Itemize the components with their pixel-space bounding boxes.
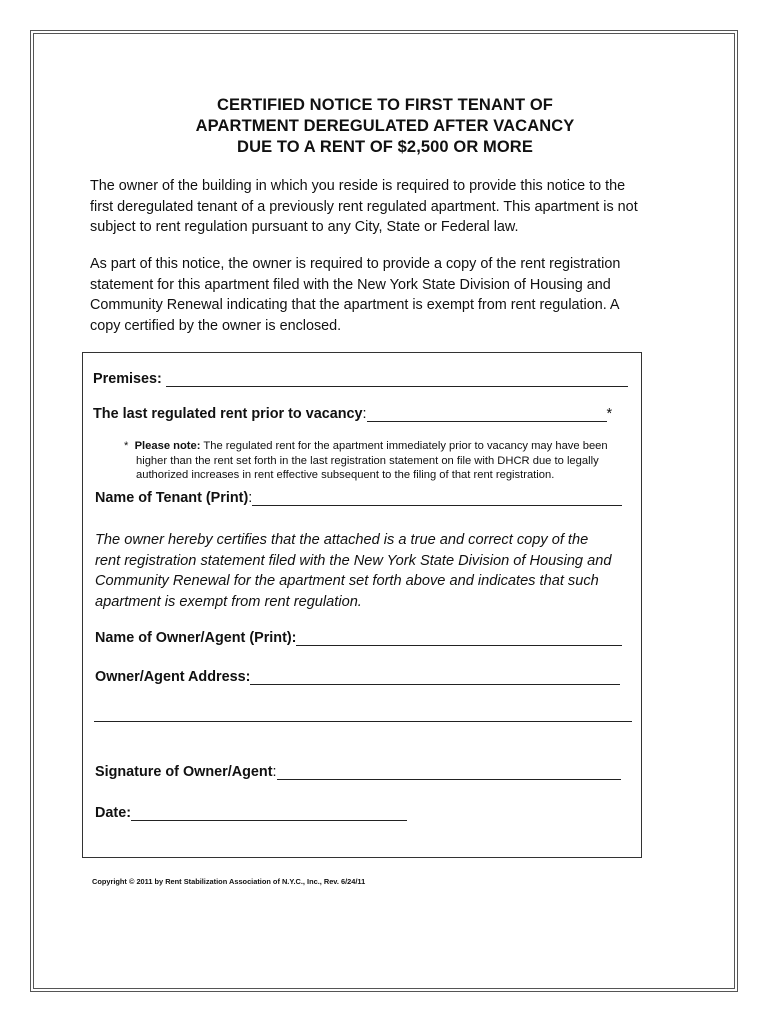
note-asterisk: * — [124, 440, 129, 452]
signature-colon: : — [272, 764, 277, 780]
tenant-name-label: Name of Tenant (Print) — [95, 490, 249, 506]
registration-line: As part of this notice, the owner is required to provide a copy of the rent registration — [90, 256, 621, 272]
title-line-1: CERTIFIED NOTICE TO FIRST TENANT OF — [217, 96, 553, 114]
title-line-2: APARTMENT DEREGULATED AFTER VACANCY — [195, 117, 575, 135]
intro-paragraph — [90, 176, 690, 238]
signature-field — [95, 764, 621, 780]
owner-address-label: Owner/Agent Address: — [95, 669, 251, 685]
date-label: Date: — [95, 805, 131, 821]
intro-line: first deregulated tenant of a previously rent regulated apartment. This apartment is not — [90, 198, 638, 215]
certification-line: Community Renewal for the apartment set forth above and indicates that such — [95, 573, 599, 589]
document-title — [0, 95, 770, 158]
last-rent-input-line[interactable] — [367, 407, 607, 422]
note-line: The regulated rent for the apartment immediately prior to vacancy may have been — [200, 440, 608, 452]
last-rent-label: The last regulated rent prior to vacancy — [93, 406, 363, 422]
date-input-line[interactable] — [131, 806, 407, 821]
title-line-3: DUE TO A RENT OF $2,500 OR MORE — [237, 138, 533, 156]
certification-line: rent registration statement filed with the New York State Division of Housing and — [95, 552, 612, 569]
signature-label: Signature of Owner/Agent — [95, 764, 273, 780]
note-bold-label: Please note: — [134, 440, 201, 452]
signature-input-line[interactable] — [277, 765, 621, 780]
premises-field — [93, 371, 628, 387]
last-rent-field — [93, 406, 612, 422]
copyright-notice: Copyright © 2011 by Rent Stabilization Association of N.Y.C., Inc., Rev. 6/24/11 — [92, 877, 366, 886]
premises-input-line[interactable] — [166, 372, 628, 387]
premises-label: Premises: — [93, 371, 162, 387]
owner-address-field — [95, 669, 620, 685]
last-rent-colon: : — [362, 406, 367, 422]
owner-address-second-line[interactable] — [94, 721, 632, 722]
tenant-name-colon: : — [248, 490, 253, 506]
date-field — [95, 805, 407, 821]
owner-address-input-line[interactable] — [250, 670, 620, 685]
registration-paragraph — [90, 254, 690, 336]
owner-name-field — [95, 630, 622, 646]
note-line: authorized increases in rent effective subsequent to the filing of that rent registration. — [136, 469, 555, 481]
please-note — [124, 439, 608, 483]
intro-line: The owner of the building in which you reside is required to provide this notice to the — [90, 178, 626, 194]
registration-line: copy certified by the owner is enclosed. — [90, 317, 342, 334]
tenant-name-input-line[interactable] — [252, 491, 622, 506]
intro-line: subject to rent regulation pursuant to any City, State or Federal law. — [90, 219, 519, 235]
registration-line: Community Renewal indicating that the apartment is exempt from rent regulation. A — [90, 297, 620, 313]
certification-line: The owner hereby certifies that the attached is a true and correct copy of the — [95, 532, 589, 548]
registration-line: statement for this apartment filed with the New York State Division of Housing and — [90, 276, 611, 293]
owner-name-input-line[interactable] — [296, 631, 622, 646]
owner-name-label: Name of Owner/Agent (Print): — [95, 630, 297, 646]
note-line: higher than the rent set forth in the last registration statement on file with DHCR due to legally — [136, 454, 599, 467]
owner-certification — [95, 530, 611, 612]
last-rent-asterisk: * — [606, 406, 613, 422]
certification-line: apartment is exempt from rent regulation. — [95, 593, 362, 610]
tenant-name-field — [95, 490, 622, 506]
